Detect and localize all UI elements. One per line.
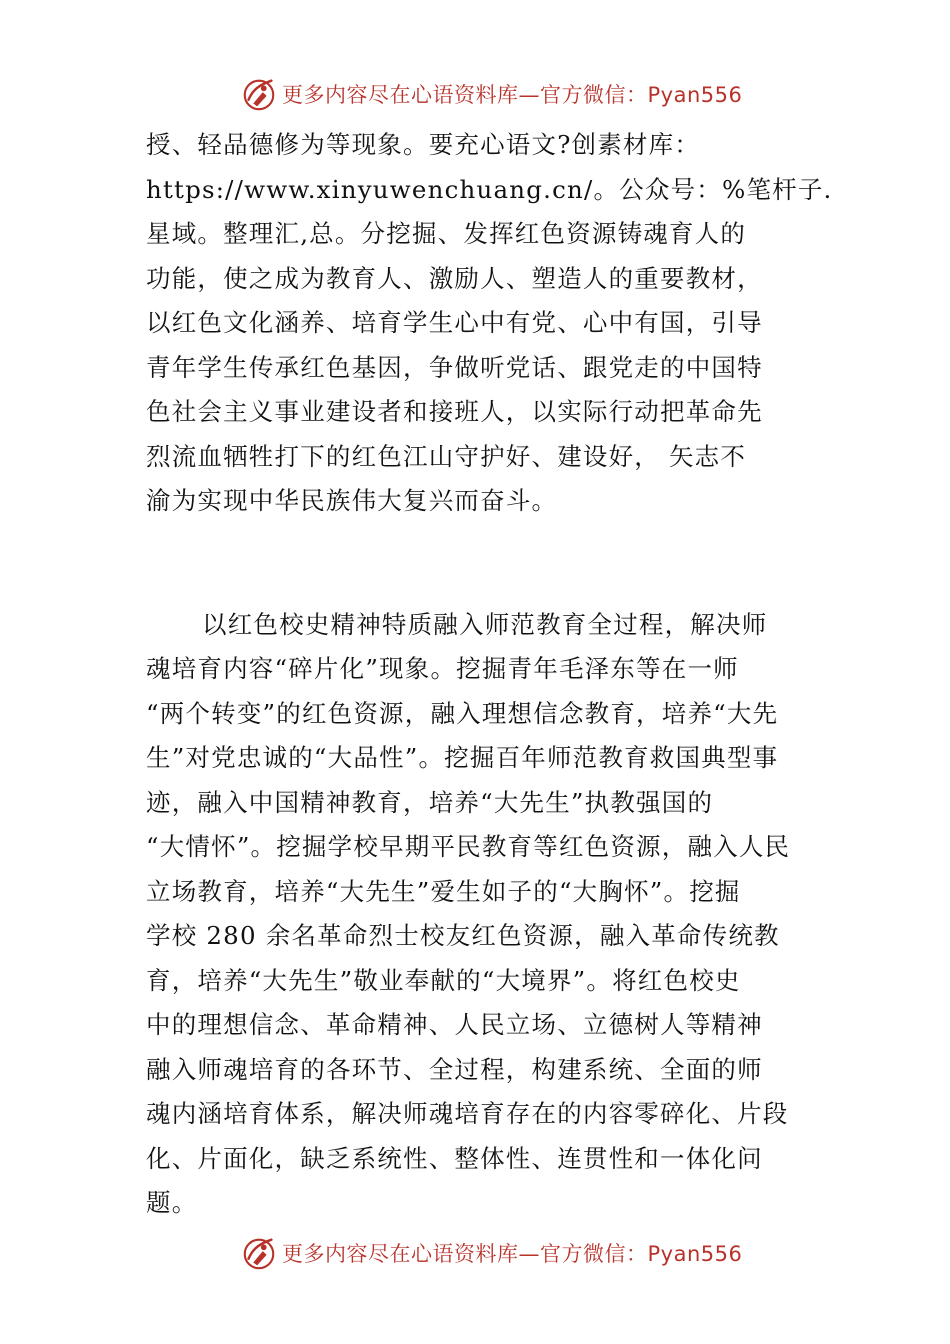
- text-line: “大情怀”。挖掘学校早期平民教育等红色资源，融入人民: [146, 832, 791, 861]
- footer-banner: [240, 1233, 760, 1273]
- text-line: 渝为实现中华民族伟大复兴而奋斗。: [146, 486, 558, 515]
- seal-logo-icon: [240, 1234, 278, 1272]
- text-line: 功能，使之成为教育人、激励人、塑造人的重要教材，: [146, 263, 763, 293]
- footer-banner-text: 更多内容尽在心语资料库—官方微信：Pyan556: [282, 1242, 743, 1266]
- text-line: 以红色校史精神特质融入师范教育全过程，解决师: [202, 609, 768, 639]
- text-line: “两个转变”的红色资源，融入理想信念教育，培养“大先: [146, 698, 779, 728]
- text-line: 学校 280 余名革命烈士校友红色资源，融入革命传统教: [146, 921, 780, 950]
- text-line: 迹，融入中国精神教育，培养“大先生”执教强国的: [146, 787, 714, 817]
- text-line: 以红色文化涵养、培育学生心中有党、心中有国，引导: [146, 308, 763, 337]
- text-line: 融入师魂培育的各环节、全过程，构建系统、全面的师: [146, 1054, 763, 1084]
- seal-logo-icon: [240, 75, 278, 113]
- text-line: 色社会主义事业建设者和接班人，以实际行动把革命先: [146, 397, 763, 426]
- text-line: https://www.xinyuwenchuang.cn/。公众号：%笔杆子.: [146, 174, 833, 204]
- text-line: 育，培养“大先生”敬业奉献的“大境界”。将红色校史: [146, 965, 741, 995]
- text-line: 魂培育内容“碎片化”现象。挖掘青年毛泽东等在一师: [146, 654, 739, 683]
- paragraph-gap: [146, 524, 826, 603]
- document-body: [146, 123, 833, 1226]
- text-line: 题。: [146, 1188, 198, 1217]
- header-banner-text: 更多内容尽在心语资料库—官方微信：Pyan556: [282, 83, 743, 107]
- text-line: 化、片面化，缺乏系统性、整体性、连贯性和一体化问: [146, 1143, 763, 1173]
- text-line: 中的理想信念、革命精神、人民立场、立德树人等精神: [146, 1010, 763, 1039]
- text-line: 烈流血牺牲打下的红色江山守护好、建设好， 矢志不: [146, 441, 747, 471]
- header-banner: [240, 74, 760, 114]
- text-line: 生”对党忠诚的“大品性”。挖掘百年师范教育救国典型事: [146, 743, 779, 772]
- text-line: 星域。整理汇,总。分挖掘、发挥红色资源铸魂育人的: [146, 219, 747, 248]
- text-line: 青年学生传承红色基因，争做听党话、跟党走的中国特: [146, 352, 763, 382]
- text-line: 魂内涵培育体系，解决师魂培育存在的内容零碎化、片段: [146, 1099, 789, 1128]
- text-line: 立场教育，培养“大先生”爱生如子的“大胸怀”。挖掘: [146, 876, 741, 906]
- text-line: 授、轻品德修为等现象。要充心语文?创素材库：: [146, 130, 701, 159]
